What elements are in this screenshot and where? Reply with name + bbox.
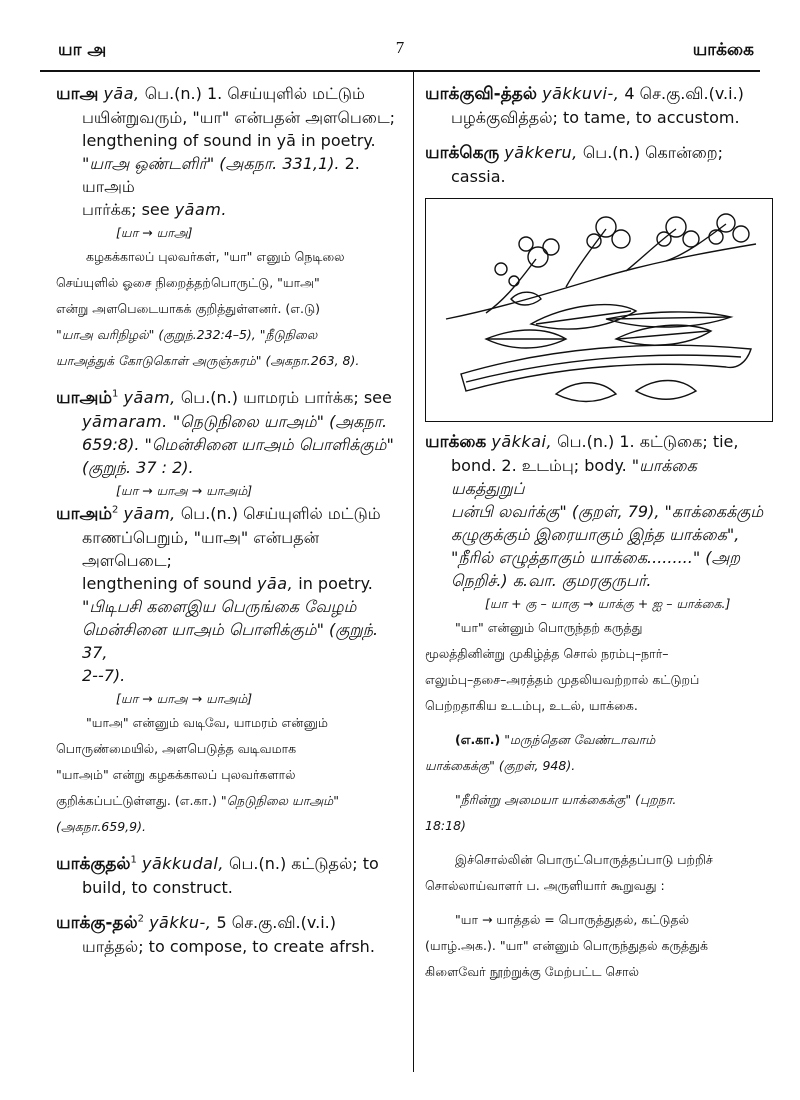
transliteration: yāa, bbox=[103, 84, 140, 103]
citation: "மருந்தென வேண்டாவாம் bbox=[504, 732, 656, 747]
note-line: "யாஅ வரிநிழல்" (குறுந்.232:4–5), "நீடுநிலை bbox=[56, 327, 318, 342]
definition: காணப்பெறும், "யாஅ" என்பதன் அளபெடை; bbox=[82, 528, 320, 570]
citation: (குறுந். 37 : 2). bbox=[82, 458, 194, 477]
citation: நெறிச்.) க.வா. குமரகுருபர். bbox=[451, 571, 652, 590]
headword: யாஅம் bbox=[56, 504, 113, 524]
note-line: கழகக்காலப் புலவர்கள், "யா" எனும் நெடிலை bbox=[86, 249, 345, 264]
derivation: [யா → யாஅ → யாஅம்] bbox=[116, 483, 253, 498]
definition: பெ.(n.) 1. செய்யுளில் மட்டும் bbox=[144, 84, 365, 103]
note-line: இச்சொல்லின் பொருட்பொருத்தப்பாடு பற்றிச் bbox=[455, 852, 713, 867]
transliteration: yāam, bbox=[123, 388, 176, 407]
note-line: குறிக்கப்பட்டுள்ளது. (எ.கா.) bbox=[56, 793, 217, 808]
entry-yaam-2 bbox=[56, 502, 398, 840]
cassia-plant-icon bbox=[426, 199, 772, 421]
citation: 18:18) bbox=[425, 818, 466, 833]
citation: யாக்கைக்கு" (குறள், 948). bbox=[425, 758, 576, 773]
citation: பன்பி லவர்க்கு" (குறள், 79), "காக்கைக்கும் bbox=[451, 502, 764, 521]
headword: யாக்கை bbox=[425, 432, 487, 452]
citation: 2--7). bbox=[82, 666, 126, 685]
citation: "நீரின்று அமையா யாக்கைக்கு" (புறநா. bbox=[455, 792, 677, 807]
derivation: [யா + கு – யாகு → யாக்கு + ஐ – யாக்கை.] bbox=[485, 596, 731, 611]
citation: "நெடுநிலை யாஅம்" (அகநா. bbox=[172, 412, 388, 431]
note-line: மூலத்தினின்று முகிழ்த்த சொல் நரம்பு–நார்– bbox=[425, 646, 669, 661]
guide-word-left: யா அ bbox=[58, 40, 107, 60]
definition: in poetry. bbox=[298, 574, 373, 593]
example-label: (எ.கா.) bbox=[455, 732, 501, 747]
entry-yaakku-tal bbox=[56, 911, 398, 958]
entry-yaam-1 bbox=[56, 386, 398, 502]
note-line: என்று அளபெடையாகக் குறித்துள்ளனர். (எ.டு) bbox=[56, 301, 321, 316]
etymology-note bbox=[56, 710, 398, 840]
headword: யாக்குதல் bbox=[56, 854, 131, 874]
derivation: [யா → யாஅ → யாஅம்] bbox=[116, 691, 253, 706]
citation: "நெடுநிலை யாஅம்" bbox=[220, 793, 339, 808]
definition: பெ.(n.) கட்டுதல்; to bbox=[229, 854, 379, 873]
left-column bbox=[56, 82, 398, 958]
column-divider bbox=[413, 72, 414, 1072]
headword: யாஅம் bbox=[56, 388, 113, 408]
entry-yaakkuvi bbox=[425, 82, 770, 129]
definition: பெ.(n.) 1. கட்டுகை; tie, bbox=[557, 432, 739, 451]
headword: யாக்கு-தல் bbox=[56, 913, 138, 933]
citation: "பிடிபசி களைஇய பெருங்கை வேழம் bbox=[82, 597, 357, 616]
derivation: [யா → யாஅ] bbox=[116, 225, 193, 240]
homonym-number: 1 bbox=[130, 854, 137, 866]
transliteration: yākkuvi-, bbox=[542, 84, 620, 103]
citation: 659:8). "மென்சினை யாஅம் பொளிக்கும்" bbox=[82, 435, 394, 454]
definition: பெ.(n.) கொன்றை; bbox=[582, 143, 724, 162]
cross-reference: yāmaram. bbox=[82, 412, 168, 431]
definition: 5 செ.கு.வி.(v.i.) bbox=[216, 913, 336, 932]
entry-yaakkeru bbox=[425, 141, 770, 188]
headword: யாக்கெரு bbox=[425, 143, 500, 163]
citation: கழுகுக்கும் இரையாகும் இந்த யாக்கை", bbox=[451, 525, 740, 544]
entry-yaakkai bbox=[425, 430, 770, 985]
note-line: "யாஅம்" என்று கழகக்காலப் புலவர்களால் bbox=[56, 767, 296, 782]
citation: "நீரில் எழுத்தாகும் யாக்கை........." (அற bbox=[451, 548, 741, 567]
transliteration: yāam, bbox=[123, 504, 176, 523]
page-number: 7 bbox=[395, 38, 405, 57]
note-line: கிளைவேர் நூற்றுக்கு மேற்பட்ட சொல் bbox=[425, 964, 639, 979]
definition: 2. யாஅம் bbox=[82, 154, 360, 196]
citation: மென்சினை யாஅம் பொளிக்கும்" (குறுந். 37, bbox=[82, 620, 379, 662]
homonym-number: 2 bbox=[112, 504, 119, 516]
cross-reference: yāam. bbox=[174, 200, 227, 219]
note-line: செய்யுளில் ஓசை நிறைத்தற்பொருட்டு, "யாஅ" bbox=[56, 275, 320, 290]
citation: (அகநா.659,9). bbox=[56, 819, 146, 834]
citation: "யாஅ ஒண்டளிர்" (அகநா. 331,1). bbox=[82, 154, 340, 173]
transliteration: yākkeru, bbox=[504, 143, 578, 162]
transliteration: yāa, bbox=[256, 574, 294, 593]
note-line: யாஅத்துக் கோடுகொள் அருஞ்சுரம்" (அகநா.263, 8). bbox=[56, 353, 360, 368]
etymology-note bbox=[425, 615, 770, 985]
headword: யாஅ bbox=[56, 84, 99, 104]
citation: "யாக்கை யகத்துறுப் bbox=[451, 456, 697, 498]
note-line: சொல்லாய்வாளர் ப. அருளியார் கூறுவது : bbox=[425, 878, 665, 893]
note-line: "யா → யாத்தல் = பொருத்துதல், கட்டுதல் bbox=[455, 912, 689, 927]
cassia-illustration bbox=[425, 198, 773, 422]
definition: யாத்தல்; to compose, to create afrsh. bbox=[82, 937, 375, 956]
transliteration: yākku-, bbox=[149, 913, 212, 932]
headword: யாக்குவி-த்தல் bbox=[425, 84, 537, 104]
etymology-note bbox=[56, 244, 398, 374]
guide-word-right: யாக்கை bbox=[692, 40, 754, 60]
definition: பார்க்க; see bbox=[82, 200, 170, 219]
transliteration: yākkudal, bbox=[142, 854, 224, 873]
page-header bbox=[0, 0, 800, 62]
transliteration: yākkai, bbox=[491, 432, 553, 451]
definition: பயின்றுவரும், "யா" என்பதன் அளபெடை; bbox=[82, 108, 396, 127]
note-line: பெற்றதாகிய உடம்பு, உடல், யாக்கை. bbox=[425, 698, 638, 713]
entry-yaakkudal bbox=[56, 852, 398, 899]
header-rule bbox=[40, 70, 760, 72]
note-line: எலும்பு–தசை–அரத்தம் முதலியவற்றால் கட்டுறப் bbox=[425, 672, 700, 687]
definition: 4 செ.கு.வி.(v.i.) bbox=[624, 84, 744, 103]
definition: bond. 2. உடம்பு; body. bbox=[451, 456, 627, 475]
note-line: "யா" என்னும் பொருந்தற் கருத்து bbox=[455, 620, 643, 635]
right-column bbox=[425, 82, 770, 985]
definition: பெ.(n.) யாமரம் பார்க்க; see bbox=[180, 388, 392, 407]
homonym-number: 2 bbox=[137, 913, 144, 925]
homonym-number: 1 bbox=[112, 388, 119, 400]
definition: lengthening of sound bbox=[82, 574, 252, 593]
definition: lengthening of sound in yā in poetry. bbox=[82, 131, 376, 150]
note-line: (யாழ்.அக.). "யா" என்னும் பொருந்துதல் கருத்துக் bbox=[425, 938, 709, 953]
definition: பழக்குவித்தல்; to tame, to accustom. bbox=[451, 108, 740, 127]
note-line: "யாஅ" என்னும் வடிவே, யாமரம் என்னும் bbox=[86, 715, 328, 730]
entry-yaa bbox=[56, 82, 398, 374]
definition: cassia. bbox=[451, 167, 506, 186]
note-line: பொருண்மையில், அளபெடுத்த வடிவமாக bbox=[56, 741, 297, 756]
definition: build, to construct. bbox=[82, 878, 233, 897]
definition: பெ.(n.) செய்யுளில் மட்டும் bbox=[180, 504, 381, 523]
